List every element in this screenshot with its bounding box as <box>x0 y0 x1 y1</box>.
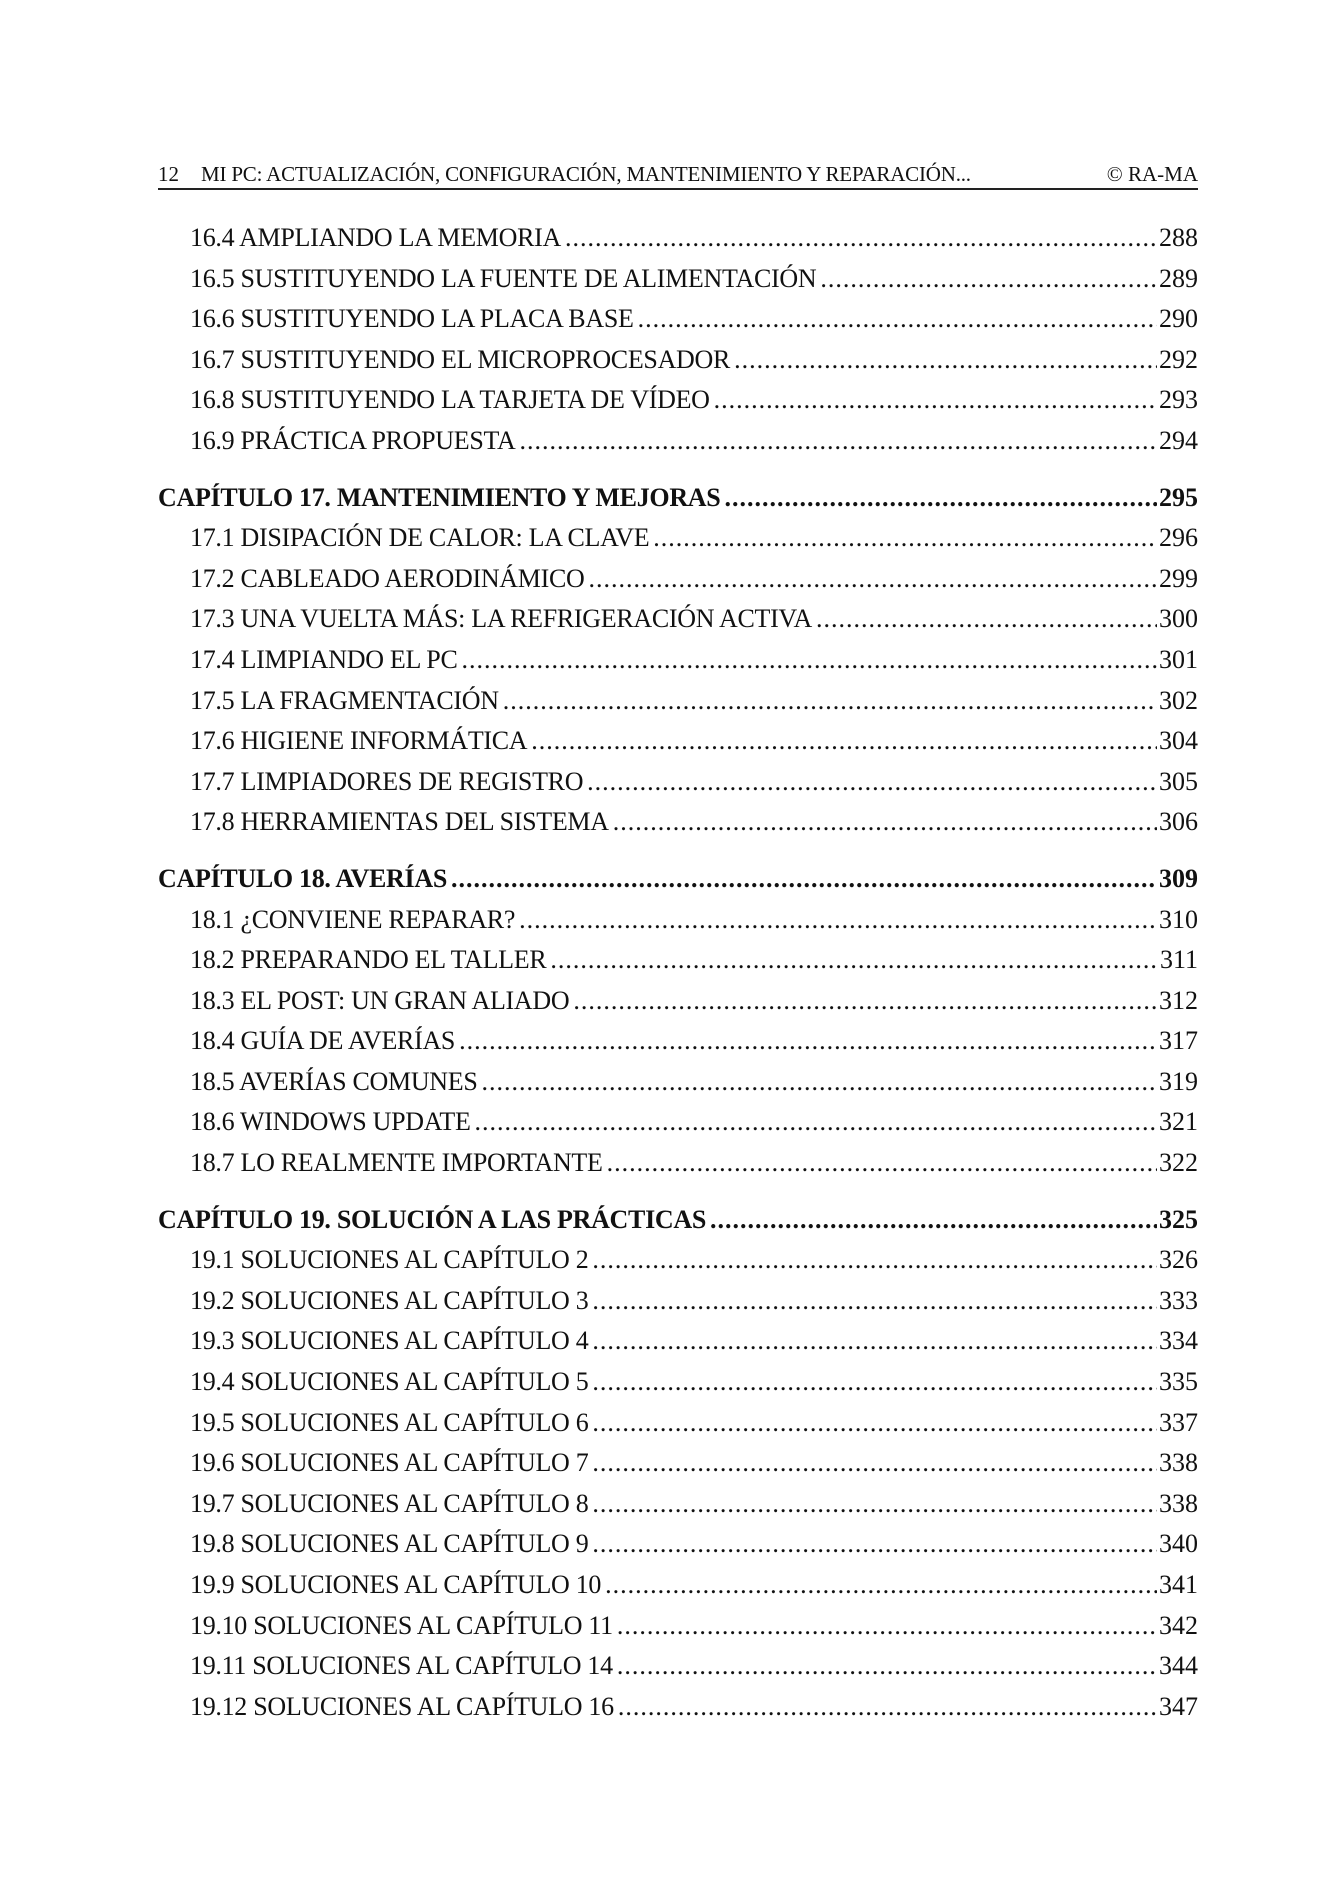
toc-entry[interactable] <box>158 1443 1198 1484</box>
dot-leader <box>459 1021 1157 1061</box>
dot-leader <box>461 640 1157 680</box>
toc-entry-label: 19.8 SOLUCIONES AL CAPÍTULO 9 <box>190 1529 589 1559</box>
toc-page-number: 300 <box>1159 604 1198 634</box>
toc-entry[interactable] <box>158 259 1198 300</box>
toc-page-number: 290 <box>1159 304 1198 334</box>
toc-page-number: 294 <box>1159 425 1198 455</box>
toc-entry[interactable] <box>158 981 1198 1022</box>
dot-leader <box>482 1062 1157 1102</box>
toc-page-number: 317 <box>1159 1026 1198 1056</box>
toc-entry[interactable] <box>158 681 1198 722</box>
dot-leader <box>592 1240 1157 1280</box>
toc-entry[interactable] <box>158 1102 1198 1143</box>
toc-entry-label: 18.4 GUÍA DE AVERÍAS <box>190 1026 456 1056</box>
toc-entry-label: 18.7 LO REALMENTE IMPORTANTE <box>190 1148 603 1178</box>
toc-chapter-19[interactable] <box>158 1200 1198 1241</box>
toc-entry[interactable] <box>158 299 1198 340</box>
toc-page-number: 305 <box>1159 766 1198 796</box>
toc-page-number: 306 <box>1159 807 1198 837</box>
toc-page-number: 295 <box>1159 482 1198 512</box>
dot-leader <box>565 218 1157 258</box>
toc-entry[interactable] <box>158 599 1198 640</box>
toc-page-number: 302 <box>1159 685 1198 715</box>
dot-leader <box>519 421 1157 461</box>
toc-page-number: 341 <box>1159 1570 1198 1599</box>
toc-page-number: 321 <box>1159 1107 1198 1137</box>
toc-entry[interactable] <box>158 340 1198 381</box>
toc-page-number: 338 <box>1159 1448 1198 1478</box>
publisher-mark: © RA-MA <box>1106 162 1198 186</box>
dot-leader <box>587 762 1157 802</box>
toc-entry[interactable] <box>158 1021 1198 1062</box>
toc-page-number: 335 <box>1159 1367 1198 1397</box>
toc-entry[interactable] <box>158 1240 1198 1281</box>
dot-leader <box>475 1102 1157 1142</box>
toc-entry[interactable] <box>158 1524 1198 1565</box>
toc-entry[interactable] <box>158 1143 1198 1184</box>
dot-leader <box>820 259 1157 299</box>
toc-chapter-label: CAPÍTULO 18. AVERÍAS <box>158 863 447 893</box>
toc-entry[interactable] <box>158 1646 1198 1687</box>
dot-leader <box>618 1687 1157 1727</box>
toc-group-19 <box>158 1240 1198 1727</box>
toc-entry-label: 16.9 PRÁCTICA PROPUESTA <box>190 425 516 455</box>
toc-entry[interactable] <box>158 218 1198 259</box>
toc-page-number: 296 <box>1159 523 1198 553</box>
dot-leader <box>588 559 1157 599</box>
toc-entry[interactable] <box>158 900 1198 941</box>
dot-leader <box>592 1321 1157 1361</box>
toc-page-number: 293 <box>1159 385 1198 415</box>
toc-entry[interactable] <box>158 1565 1198 1606</box>
toc-entry-label: 17.6 HIGIENE INFORMÁTICA <box>190 726 528 756</box>
toc-entry[interactable] <box>158 421 1198 462</box>
dot-leader <box>638 299 1157 339</box>
toc-entry-label: 19.2 SOLUCIONES AL CAPÍTULO 3 <box>190 1285 589 1315</box>
dot-leader <box>519 900 1157 940</box>
toc-page-number: 319 <box>1159 1066 1198 1096</box>
toc-page-number: 288 <box>1159 223 1198 252</box>
toc-entry-label: 18.5 AVERÍAS COMUNES <box>190 1066 478 1096</box>
toc-entry[interactable] <box>158 1321 1198 1362</box>
toc-chapter-18[interactable] <box>158 859 1198 900</box>
toc-entry-label: 17.5 LA FRAGMENTACIÓN <box>190 685 499 715</box>
toc-entry[interactable] <box>158 518 1198 559</box>
toc-entry-label: 19.5 SOLUCIONES AL CAPÍTULO 6 <box>190 1407 589 1437</box>
toc-entry-label: 18.1 ¿CONVIENE REPARAR? <box>190 904 516 934</box>
toc-entry-label: 16.7 SUSTITUYENDO EL MICROPROCESADOR <box>190 344 731 374</box>
toc-page-number: 322 <box>1159 1148 1198 1178</box>
toc-entry-label: 16.8 SUSTITUYENDO LA TARJETA DE VÍDEO <box>190 385 710 415</box>
dot-leader <box>653 518 1157 558</box>
toc-entry[interactable] <box>158 802 1198 843</box>
toc-chapter-17[interactable] <box>158 478 1198 519</box>
toc-entry-label: 18.2 PREPARANDO EL TALLER <box>190 945 547 975</box>
toc-page-number: 347 <box>1159 1691 1198 1721</box>
dot-leader <box>816 599 1157 639</box>
dot-leader <box>503 681 1157 721</box>
toc-group-17 <box>158 518 1198 843</box>
toc-entry-label: 19.4 SOLUCIONES AL CAPÍTULO 5 <box>190 1367 589 1397</box>
toc-entry-label: 17.1 DISIPACIÓN DE CALOR: LA CLAVE <box>190 523 650 553</box>
toc-entry[interactable] <box>158 640 1198 681</box>
dot-leader <box>607 1143 1157 1183</box>
toc-entry[interactable] <box>158 1281 1198 1322</box>
toc-page-number: 326 <box>1159 1245 1198 1275</box>
dot-leader <box>734 340 1157 380</box>
running-header <box>158 160 1198 190</box>
toc-entry-label: 17.3 UNA VUELTA MÁS: LA REFRIGERACIÓN ACTIVA <box>190 604 813 634</box>
toc-page-number: 338 <box>1159 1488 1198 1518</box>
toc-entry-label: 17.8 HERRAMIENTAS DEL SISTEMA <box>190 807 609 837</box>
dot-leader <box>592 1281 1157 1321</box>
toc-page-number: 299 <box>1159 563 1198 593</box>
toc-entry-label: 17.7 LIMPIADORES DE REGISTRO <box>190 766 584 796</box>
dot-leader <box>613 802 1157 842</box>
toc-entry-label: 19.3 SOLUCIONES AL CAPÍTULO 4 <box>190 1326 589 1356</box>
toc-entry[interactable] <box>158 1403 1198 1444</box>
toc-page-number: 342 <box>1159 1610 1198 1640</box>
toc-page-number: 310 <box>1159 904 1198 934</box>
toc-page-number: 312 <box>1159 985 1198 1015</box>
toc-entry[interactable] <box>158 1687 1198 1728</box>
toc-entry-label: 19.10 SOLUCIONES AL CAPÍTULO 11 <box>190 1610 613 1640</box>
toc-entry-label: 17.4 LIMPIANDO EL PC <box>190 644 458 674</box>
toc-page-number: 311 <box>1159 945 1198 975</box>
toc-entry-label: 19.12 SOLUCIONES AL CAPÍTULO 16 <box>190 1691 614 1721</box>
dot-leader <box>724 478 1157 518</box>
toc-entry[interactable] <box>158 559 1198 600</box>
dot-leader <box>592 1443 1157 1483</box>
dot-leader <box>592 1484 1157 1524</box>
toc-chapter-label: CAPÍTULO 17. MANTENIMIENTO Y MEJORAS <box>158 482 721 512</box>
toc-page-number: 340 <box>1159 1529 1198 1559</box>
toc-entry[interactable] <box>158 1362 1198 1403</box>
toc-entry[interactable] <box>158 940 1198 981</box>
toc-entry[interactable] <box>158 1606 1198 1647</box>
toc-entry-label: 19.1 SOLUCIONES AL CAPÍTULO 2 <box>190 1245 589 1275</box>
toc-page-number: 292 <box>1159 344 1198 374</box>
toc-page-number: 344 <box>1159 1651 1198 1681</box>
dot-leader <box>592 1403 1157 1443</box>
toc-entry[interactable] <box>158 1062 1198 1103</box>
toc-page-number: 337 <box>1159 1407 1198 1437</box>
book-title: MI PC: ACTUALIZACIÓN, CONFIGURACIÓN, MANTENIMIENTO Y REPARACIÓN... <box>201 162 971 186</box>
toc-page-number: 289 <box>1159 263 1198 293</box>
toc-entry[interactable] <box>158 762 1198 803</box>
dot-leader <box>710 1200 1157 1240</box>
toc-entry-label: 19.6 SOLUCIONES AL CAPÍTULO 7 <box>190 1448 589 1478</box>
toc-entry-label: 19.9 SOLUCIONES AL CAPÍTULO 10 <box>190 1570 602 1599</box>
toc-page-number: 301 <box>1159 644 1198 674</box>
toc-entry-label: 16.5 SUSTITUYENDO LA FUENTE DE ALIMENTACIÓN <box>190 263 817 293</box>
toc-page-number: 334 <box>1159 1326 1198 1356</box>
toc-page-number: 304 <box>1159 726 1198 756</box>
dot-leader <box>592 1524 1157 1564</box>
table-of-contents <box>158 218 1198 1727</box>
toc-entry-label: 19.11 SOLUCIONES AL CAPÍTULO 14 <box>190 1651 613 1681</box>
page-number: 12 <box>158 162 179 186</box>
toc-group-18 <box>158 900 1198 1184</box>
toc-entry-label: 19.7 SOLUCIONES AL CAPÍTULO 8 <box>190 1488 589 1518</box>
toc-entry-label: 16.6 SUSTITUYENDO LA PLACA BASE <box>190 304 634 334</box>
toc-page-number: 325 <box>1159 1204 1198 1234</box>
dot-leader <box>617 1606 1157 1646</box>
toc-entry-label: 18.3 EL POST: UN GRAN ALIADO <box>190 985 570 1015</box>
toc-entry-label: 18.6 WINDOWS UPDATE <box>190 1107 471 1137</box>
toc-chapter-label: CAPÍTULO 19. SOLUCIÓN A LAS PRÁCTICAS <box>158 1204 707 1234</box>
toc-page-number: 309 <box>1159 863 1198 893</box>
toc-group-16 <box>158 218 1198 462</box>
toc-entry[interactable] <box>158 1484 1198 1525</box>
toc-entry-label: 16.4 AMPLIANDO LA MEMORIA <box>190 223 561 252</box>
toc-page-number: 333 <box>1159 1285 1198 1315</box>
dot-leader <box>573 981 1157 1021</box>
toc-entry[interactable] <box>158 721 1198 762</box>
dot-leader <box>531 721 1157 761</box>
dot-leader <box>714 380 1157 420</box>
toc-entry-label: 17.2 CABLEADO AERODINÁMICO <box>190 563 585 593</box>
dot-leader <box>550 940 1158 980</box>
toc-entry[interactable] <box>158 380 1198 421</box>
dot-leader <box>617 1646 1157 1686</box>
dot-leader <box>605 1565 1157 1605</box>
dot-leader <box>451 859 1157 899</box>
dot-leader <box>592 1362 1157 1402</box>
